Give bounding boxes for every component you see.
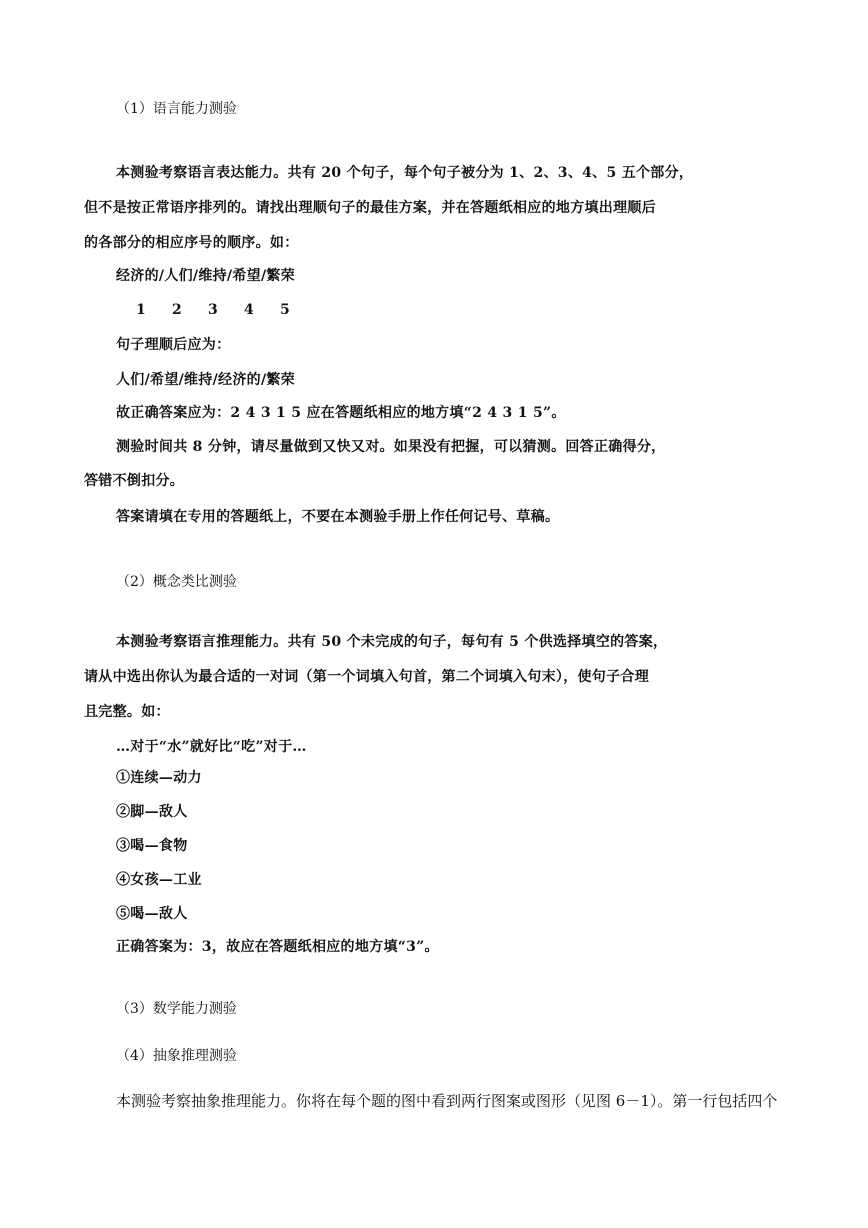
example-number: 5 — [280, 302, 291, 318]
example-words: 经济的/人们/维持/希望/繁荣 — [116, 268, 295, 284]
sheet-rule: 答案请填在专用的答题纸上，不要在本测验手册上作任何记号、草稿。 — [116, 509, 560, 525]
ordered-sentence: 人们/希望/维持/经济的/繁荣 — [116, 372, 295, 388]
section-4-text: 本测验考察抽象推理能力。你将在每个题的图中看到两行图案或图形（见图 6－1）。第一行包括四个 — [116, 1092, 778, 1110]
section-2-intro-line-2: 请从中选出你认为最合适的一对词（第一个词填入句首，第二个词填入句末），使句子合理 — [84, 669, 649, 685]
answer-line: 故正确答案应为：2 4 3 1 5 应在答题纸相应的地方填“2 4 3 1 5”。 — [116, 405, 566, 421]
section-1-intro-line-3: 的各部分的相应序号的顺序。如： — [84, 235, 299, 251]
section-2-heading: （2）概念类比测验 — [116, 574, 237, 590]
example-numbers — [136, 300, 316, 320]
section-3-heading: （3）数学能力测验 — [116, 1001, 237, 1017]
time-rule-line-1: 测验时间共 8 分钟，请尽量做到又快又对。如果没有把握，可以猜测。回答正确得分， — [116, 439, 666, 455]
analogy-example: …对于“水”就好比“吃”对于… — [116, 739, 307, 755]
time-rule-line-2: 答错不倒扣分。 — [84, 473, 185, 489]
example-number: 4 — [244, 302, 255, 318]
section-1-intro-line-1: 本测验考察语言表达能力。共有 20 个句子，每个句子被分为 1、2、3、4、5 五个部分， — [116, 165, 694, 181]
option-3: ③喝—食物 — [116, 838, 188, 854]
section-2-answer: 正确答案为：3，故应在答题纸相应的地方填“3”。 — [116, 939, 439, 955]
option-1: ①连续—动力 — [116, 770, 202, 786]
option-4: ④女孩—工业 — [116, 872, 202, 888]
section-1-intro-line-2: 但不是按正常语序排列的。请找出理顺句子的最佳方案，并在答题纸相应的地方填出理顺后 — [84, 200, 656, 216]
example-number: 3 — [208, 302, 219, 318]
example-number: 1 — [136, 302, 147, 318]
option-2: ②脚—敌人 — [116, 804, 188, 820]
example-number: 2 — [172, 302, 183, 318]
should-be-label: 句子理顺后应为： — [116, 337, 231, 353]
section-1-heading: （1）语言能力测验 — [116, 101, 237, 117]
section-4-heading: （4）抽象推理测验 — [116, 1048, 237, 1064]
section-2-intro-line-3: 且完整。如： — [84, 704, 170, 720]
option-5: ⑤喝—敌人 — [116, 906, 188, 922]
section-2-intro-line-1: 本测验考察语言推理能力。共有 50 个未完成的句子，每句有 5 个供选择填空的答案， — [116, 634, 668, 650]
